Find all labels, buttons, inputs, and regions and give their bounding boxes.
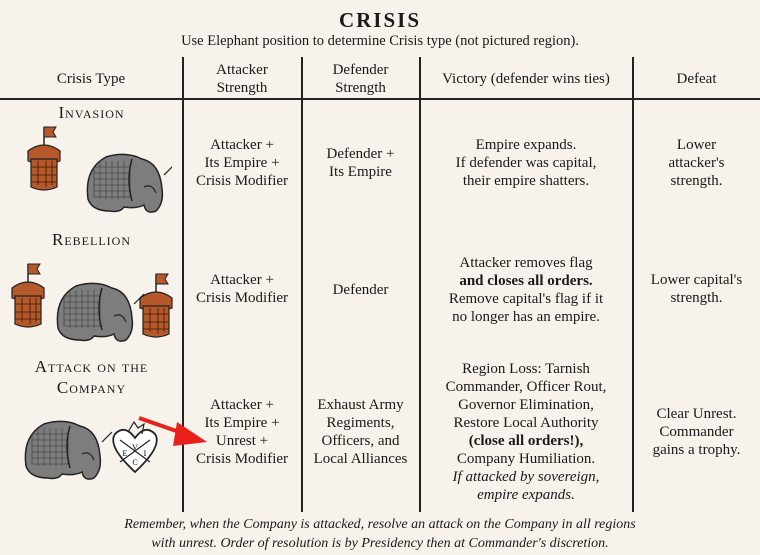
attack-attacker: Attacker + Its Empire + Unrest + Crisis Modifier [195, 397, 289, 467]
invasion-illustration [22, 125, 172, 215]
attack-victory: Region Loss: Tarnish Commander, Officer Rout, Governor Elimination, Restore Local Authority (close all orders!), Company Humiliation. If attacked by sovereign, empire expands. [445, 361, 607, 503]
attack-defeat: Clear Unrest. Commander gains a trophy. [652, 406, 741, 458]
invasion-defender: Defender + Its Empire [326, 146, 395, 180]
footer-note: Remember, when the Company is attacked, resolve an attack on the Company in all regions with unrest. Order of resolution is by Presidency then at Commander's discretion. [124, 517, 636, 551]
rebellion-illustration [6, 262, 186, 344]
rebellion-attacker: Attacker + Crisis Modifier [195, 272, 289, 306]
elephant-icon [57, 283, 144, 341]
svg-text:C: C [132, 458, 138, 467]
invasion-victory: Empire expands. If defender was capital, their empire shatters. [455, 137, 597, 189]
header-crisis-type: Crisis Type [56, 71, 126, 87]
svg-text:E: E [122, 449, 128, 458]
building-icon [140, 274, 172, 337]
crisis-type-rebellion: Rebellion [52, 230, 131, 249]
header-defeat: Defeat [676, 71, 717, 87]
header-divider [0, 98, 760, 100]
header-victory: Victory (defender wins ties) [442, 71, 610, 87]
crisis-type-invasion: Invasion [58, 103, 125, 122]
building-icon [28, 127, 60, 190]
crisis-type-attack-on-company: Attack on the Company [34, 357, 149, 397]
header-attacker-strength: Attacker Strength [216, 62, 268, 96]
building-icon [12, 264, 44, 327]
invasion-defeat: Lower attacker's strength. [668, 137, 725, 189]
invasion-attacker: Attacker + Its Empire + Crisis Modifier [195, 137, 289, 189]
rebellion-defeat: Lower capital's strength. [650, 272, 743, 306]
elephant-icon [25, 421, 112, 479]
svg-text:I: I [143, 449, 147, 458]
page-title: CRISIS [338, 8, 422, 32]
page-subtitle: Use Elephant position to determine Crisis type (not pictured region). [181, 33, 579, 49]
header-defender-strength: Defender Strength [332, 62, 389, 96]
rebellion-victory: Attacker removes flag and closes all orders. Remove capital's flag if it no longer has an empire. [448, 255, 604, 325]
elephant-icon [87, 154, 172, 212]
rebellion-defender: Defender [332, 282, 389, 298]
attack-defender: Exhaust Army Regiments, Officers, and Local Alliances [313, 397, 408, 467]
svg-text:V: V [132, 443, 138, 452]
